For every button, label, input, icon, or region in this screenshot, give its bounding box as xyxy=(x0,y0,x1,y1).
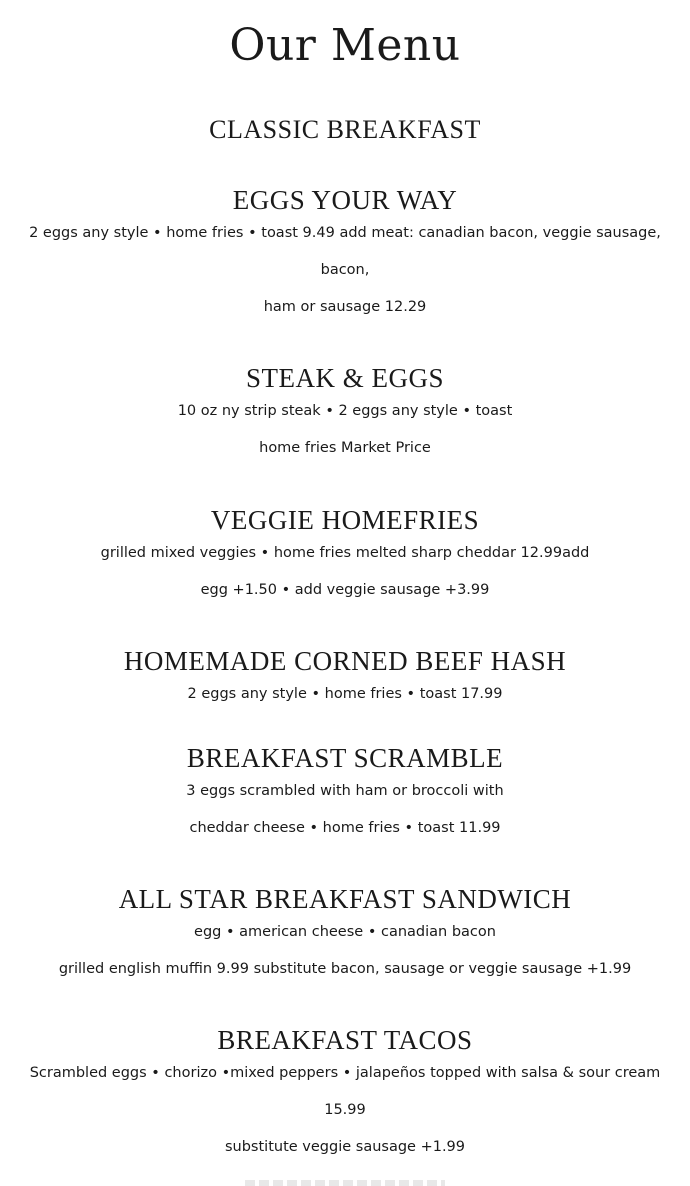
menu-item-name: STEAK & EGGS xyxy=(245,363,444,393)
menu-item-name: ALL STAR BREAKFAST SANDWICH xyxy=(118,884,572,914)
menu-item-description: ham or sausage 12.29 xyxy=(263,299,427,315)
menu-item-name: HOMEMADE CORNED BEEF HASH xyxy=(123,646,567,676)
menu-item-description: egg • american cheese • canadian bacon xyxy=(194,924,496,940)
menu-item-description: substitute veggie sausage +1.99 xyxy=(224,1139,465,1155)
menu-item-description: egg +1.50 • add veggie sausage +3.99 xyxy=(200,582,490,598)
menu-item-description: grilled english muffin 9.99 substitute bacon, sausage or veggie sausage +1.99 xyxy=(58,961,632,977)
menu-item-description: 3 eggs scrambled with ham or broccoli with xyxy=(186,783,504,799)
menu-item-breakfast-tacos xyxy=(0,1025,690,1166)
menu-item-description: 2 eggs any style • home fries • toast 17.99 xyxy=(187,686,503,702)
menu-item-description: cheddar cheese • home fries • toast 11.99 xyxy=(189,820,501,836)
menu-item-eggs-your-way xyxy=(0,185,690,326)
menu-item-description: 10 oz ny strip steak • 2 eggs any style • toast xyxy=(177,403,513,419)
menu-item-description: Scrambled eggs • chorizo •mixed peppers • jalapeños topped with salsa & sour cream 15.99 xyxy=(29,1065,661,1118)
menu-item-description: home fries Market Price xyxy=(259,440,431,456)
menu-item-name: VEGGIE HOMEFRIES xyxy=(210,505,480,535)
menu-item-name: BREAKFAST SCRAMBLE xyxy=(186,743,504,773)
menu-item-description: grilled mixed veggies • home fries melted sharp cheddar 12.99add xyxy=(100,545,590,561)
cut-off-next-heading xyxy=(245,1180,445,1186)
menu-item-all-star-sandwich xyxy=(0,884,690,988)
menu-item-name: BREAKFAST TACOS xyxy=(217,1025,473,1055)
page-title: Our Menu xyxy=(229,20,461,71)
section-heading: CLASSIC BREAKFAST xyxy=(209,115,481,144)
menu-item-name: EGGS YOUR WAY xyxy=(232,185,458,215)
menu-item-corned-beef-hash xyxy=(0,646,690,713)
menu-item-veggie-homefries xyxy=(0,505,690,609)
menu-item-description: 2 eggs any style • home fries • toast 9.49 add meat: canadian bacon, veggie sausage, bacon, xyxy=(29,225,661,278)
menu-item-steak-and-eggs xyxy=(0,363,690,467)
menu-item-breakfast-scramble xyxy=(0,743,690,847)
